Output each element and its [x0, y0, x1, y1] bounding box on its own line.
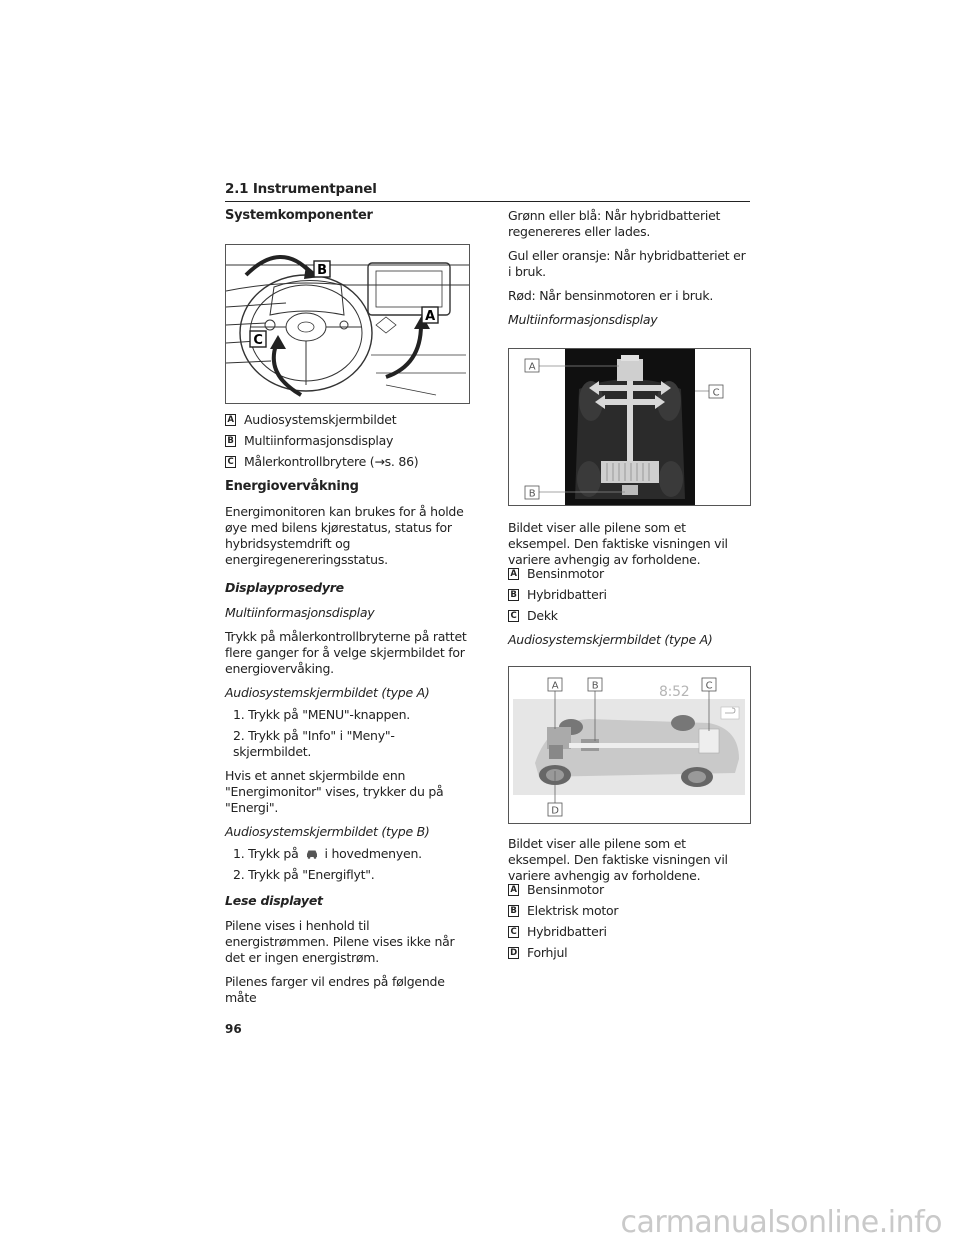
badge-b: B: [225, 435, 236, 447]
fig2-label-a: A: [528, 361, 536, 373]
badge-c: C: [225, 456, 236, 468]
energi-heading: Energiovervåkning: [225, 479, 359, 494]
systemkomponenter-heading: Systemkomponenter: [225, 208, 373, 223]
fig2-label-c: C: [712, 387, 720, 399]
gul-text: Gul eller oransje: Når hybridbatteriet er i bruk.: [508, 248, 746, 279]
legend-text: Elektrisk motor: [527, 903, 619, 918]
legend-item: [508, 882, 751, 898]
multi-text: Trykk på målerkontrollbryterne på rattet flere ganger for å velge skjermbildet for energiovervåking.: [225, 629, 467, 676]
energy-flow-figure: [508, 348, 751, 506]
hvis-text: Hvis et annet skjermbilde enn "Energimonitor" vises, trykker du på "Energi".: [225, 768, 444, 815]
legend-item: [225, 454, 470, 470]
bildet-text-1: Bildet viser alle pilene som et eksempel. Den faktiske visningen vil variere avhengig av forholdene.: [508, 520, 728, 567]
legend-item: [225, 433, 470, 449]
display-heading: Displayprosedyre: [225, 580, 344, 595]
rod-text: Rød: Når bensinmotoren er i bruk.: [508, 288, 714, 303]
legend-text: Bensinmotor: [527, 882, 604, 897]
watermark: carmanualsonline.info: [620, 1205, 942, 1240]
legend-item: [508, 945, 751, 961]
pilene-text-2: Pilenes farger vil endres på følgende måte: [225, 974, 445, 1005]
audio-b-label: Audiosystemskjermbildet (type B): [225, 824, 430, 839]
legend-item: [508, 566, 751, 582]
legend-item: [508, 903, 751, 919]
legend-text: Hybridbatteri: [527, 924, 607, 939]
step: [225, 846, 470, 862]
step-pre: 1. Trykk på: [233, 846, 299, 861]
legend-item: [225, 412, 470, 428]
audio-a-label: Audiosystemskjermbildet (type A): [508, 632, 713, 647]
fig3-label-a: A: [551, 680, 559, 692]
pilene-text-1: Pilene vises i henhold til energistrømmen. Pilene vises ikke når det er ingen energistrøm.: [225, 918, 455, 965]
legend-item: [508, 924, 751, 940]
legend-text: Audiosystemskjermbildet: [244, 412, 397, 427]
car-icon: [305, 849, 319, 859]
clock-text: 8:52: [659, 684, 690, 700]
fig3-label-c: C: [705, 680, 713, 692]
step-post: i hovedmenyen.: [324, 846, 422, 861]
section-title: 2.1 Instrumentpanel: [225, 181, 377, 197]
bildet-text-2: Bildet viser alle pilene som et eksempel. Den faktiske visningen vil variere avhengig av forholdene.: [508, 836, 728, 883]
fig3-label-d: D: [551, 805, 559, 817]
badge-a: A: [225, 414, 236, 426]
energi-text: Energimonitoren kan brukes for å holde øye med bilens kjørestatus, status for hybridsystemdrift og energiregenereringsstatus.: [225, 504, 464, 567]
lese-heading: Lese displayet: [225, 893, 323, 908]
legend-text: Dekk: [527, 608, 558, 623]
fig1-label-c: C: [253, 333, 263, 348]
audio-a-label: Audiosystemskjermbildet (type A): [225, 685, 430, 700]
audio-energy-figure: [508, 666, 751, 824]
legend-item: [508, 587, 751, 603]
step: 2. Trykk på "Energiflyt".: [233, 867, 375, 882]
fig2-label-b: B: [528, 488, 536, 500]
badge-b: B: [508, 905, 519, 917]
fig1-label-b: B: [317, 263, 327, 278]
badge-a: A: [508, 568, 519, 580]
legend-item: [508, 608, 751, 624]
gronn-text: Grønn eller blå: Når hybridbatteriet regenereres eller lades.: [508, 208, 721, 239]
legend-text: Målerkontrollbrytere (→s. 86): [244, 454, 419, 469]
legend-text: Hybridbatteri: [527, 587, 607, 602]
right-column: [508, 208, 751, 961]
badge-d: D: [508, 947, 519, 959]
multi-label: Multiinformasjonsdisplay: [508, 312, 658, 327]
dashboard-figure: [225, 244, 470, 404]
badge-c: C: [508, 610, 519, 622]
step: 1. Trykk på "MENU"-knappen.: [233, 707, 410, 722]
fig3-label-b: B: [591, 680, 599, 692]
badge-b: B: [508, 589, 519, 601]
legend-text: Multiinformasjonsdisplay: [244, 433, 394, 448]
badge-c: C: [508, 926, 519, 938]
section-header: [225, 178, 750, 202]
legend-text: Forhjul: [527, 945, 568, 960]
fig1-label-a: A: [425, 309, 435, 324]
multi-label: Multiinformasjonsdisplay: [225, 605, 375, 620]
badge-a: A: [508, 884, 519, 896]
page-number: 96: [225, 1022, 242, 1036]
left-column: [225, 208, 470, 1006]
legend-text: Bensinmotor: [527, 566, 604, 581]
step: 2. Trykk på "Info" i "Meny"-skjermbildet.: [233, 728, 395, 759]
